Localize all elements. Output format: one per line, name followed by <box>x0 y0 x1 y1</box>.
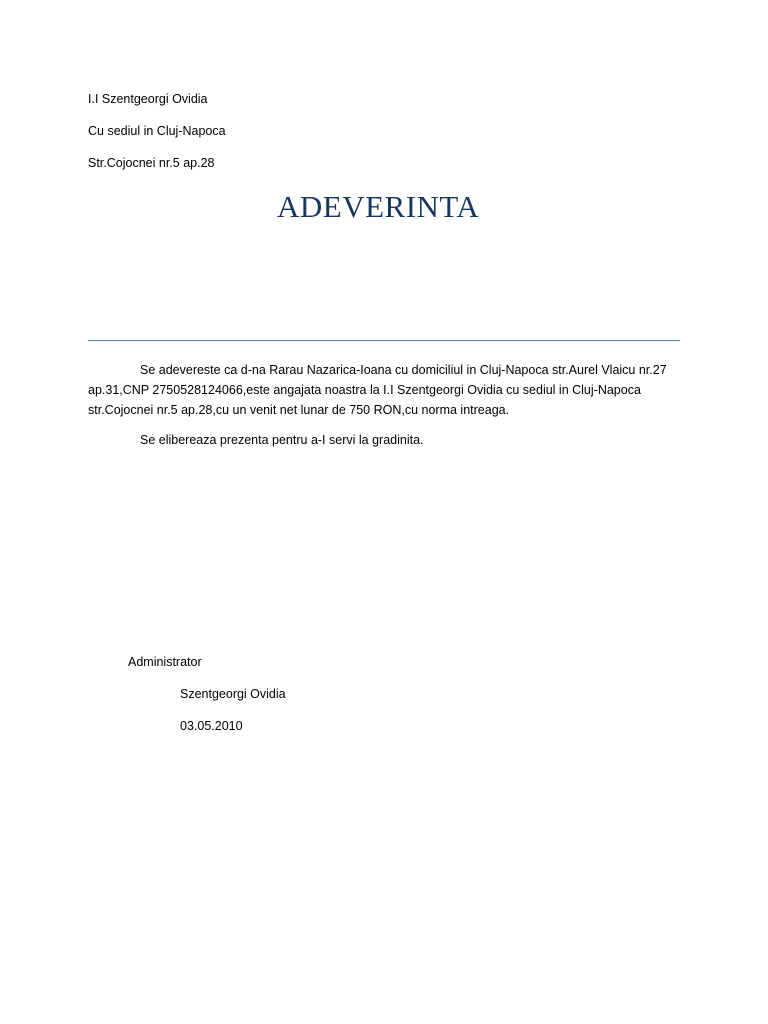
body-paragraph-1: Se adevereste ca d-na Rarau Nazarica-Ioana cu domiciliul in Cluj-Napoca str.Aurel Vlaicu nr.27 ap.31,CNP 2750528124066,este angajata noastra la I.I Szentgeorgi Ovidia cu sediul in Cluj-Napoca str.Cojocnei nr.5 ap.28,cu un venit net lunar de 750 RON,cu norma intreaga. <box>88 363 667 417</box>
signature-name: Szentgeorgi Ovidia <box>180 687 286 701</box>
signature-role: Administrator <box>128 655 202 669</box>
company-address: Str.Cojocnei nr.5 ap.28 <box>88 156 215 170</box>
company-name: I.I Szentgeorgi Ovidia <box>88 92 208 106</box>
title-divider <box>88 340 680 341</box>
document-title: ADEVERINTA <box>277 189 480 224</box>
body-paragraph-2: Se elibereaza prezenta pentru a-I servi la gradinita. <box>140 433 424 447</box>
signature-date: 03.05.2010 <box>180 719 243 733</box>
company-seat: Cu sediul in Cluj-Napoca <box>88 124 226 138</box>
